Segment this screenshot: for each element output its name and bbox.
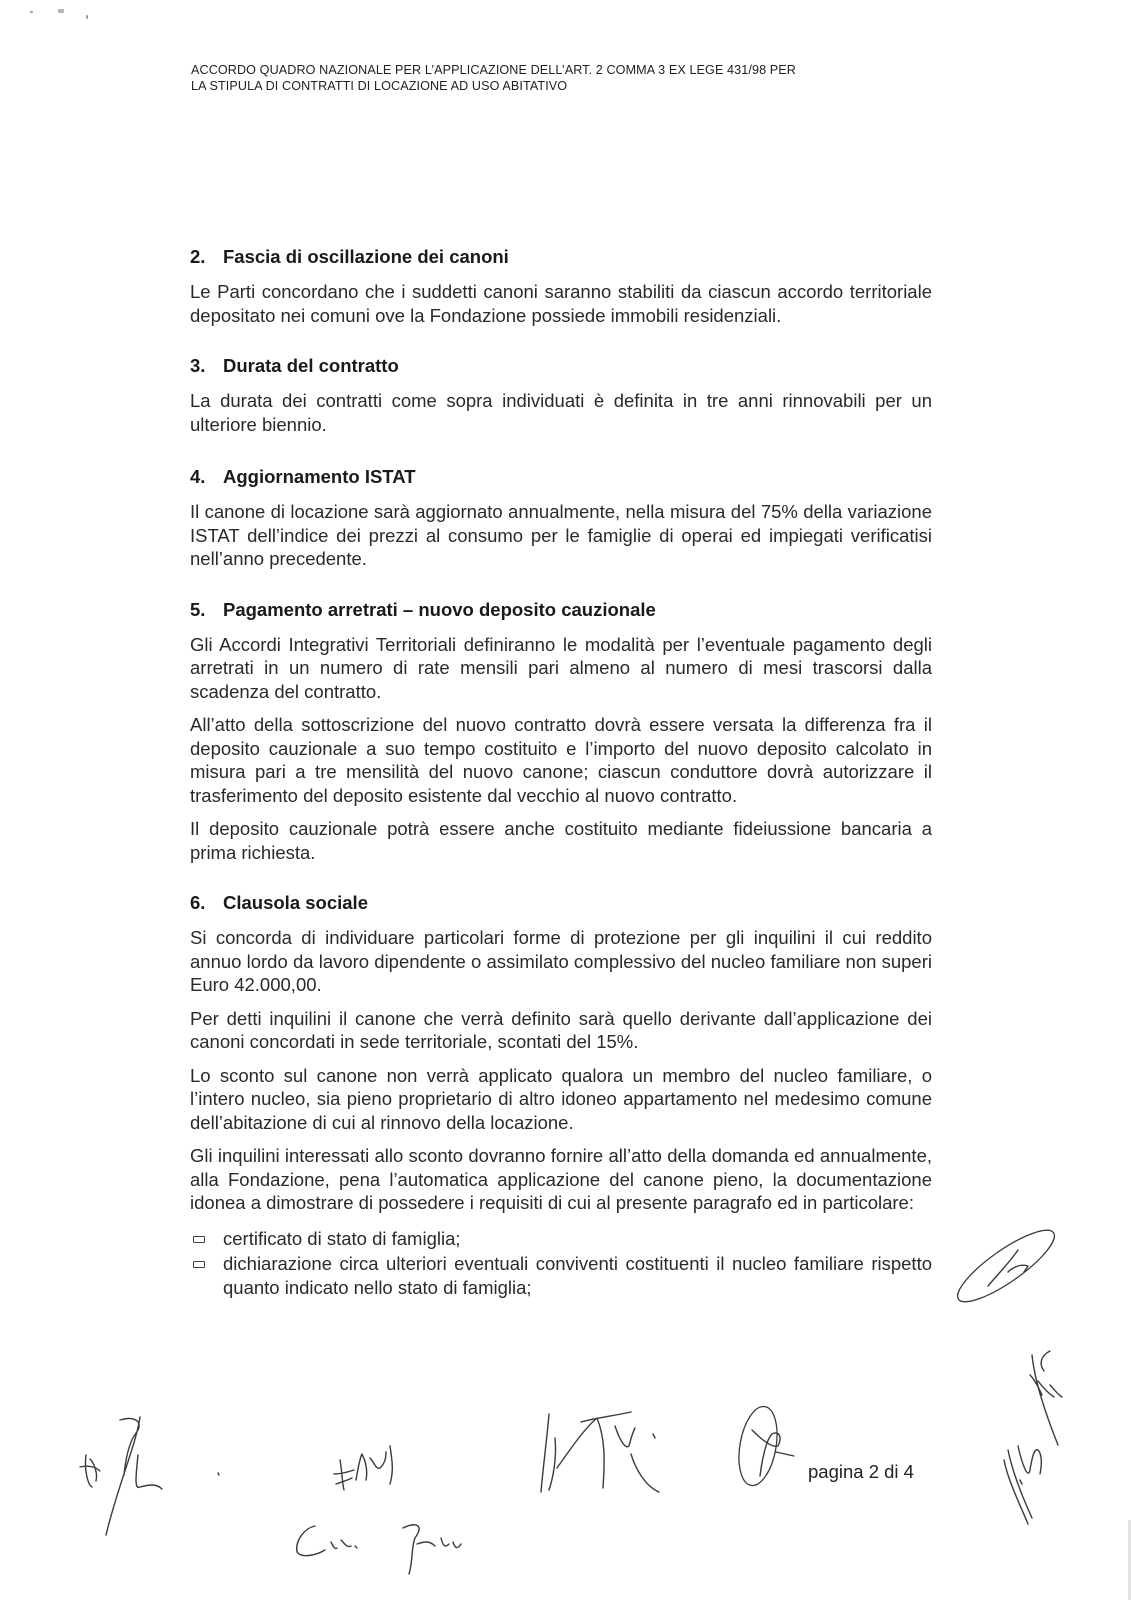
header-line-2: LA STIPULA DI CONTRATTI DI LOCAZIONE AD USO ABITATIVO bbox=[191, 79, 568, 93]
paragraph: Gli Accordi Integrativi Territoriali definiranno le modalità per l’eventuale pagamento degli arretrati in un numero di rate mensili pari almeno al numero di mesi trascorsi dalla scadenza del contratto. bbox=[190, 633, 932, 702]
section-title: Pagamento arretrati – nuovo deposito cauzionale bbox=[223, 598, 656, 620]
signature-1-icon bbox=[78, 1415, 228, 1550]
section-heading bbox=[190, 892, 932, 914]
section-number: 6. bbox=[190, 892, 206, 913]
list-item bbox=[190, 1227, 932, 1251]
paragraph: Per detti inquilini il canone che verrà definito sarà quello derivante dall’applicazione dei canoni concordati in sede territoriale, scontati del 15%. bbox=[190, 1007, 932, 1052]
paragraph: All’atto della sottoscrizione del nuovo contratto dovrà essere versata la differenza fra il deposito cauzionale a suo tempo costituito e l’importo del nuovo deposito calcolato in misura pari a tre mensilità del nuovo canone; ciascun conduttore dovrà autorizzare il trasferimento del deposito esistente dal vecchio al nuovo contratto. bbox=[190, 714, 932, 806]
signature-2-icon bbox=[330, 1440, 450, 1505]
paragraph: Gli inquilini interessati allo sconto dovranno fornire all’atto della domanda ed annualmente, alla Fondazione, pena l’automatica applicazione del canone pieno, la documentazione idonea a dimostrare di possedere i requisiti di cui al presente paragrafo ed in particolare: bbox=[190, 1145, 932, 1213]
section-5 bbox=[190, 599, 932, 865]
section-number: 4. bbox=[190, 466, 206, 487]
header-line-1: ACCORDO QUADRO NAZIONALE PER L’APPLICAZIONE DELL’ART. 2 COMMA 3 EX LEGE 431/98 PER bbox=[191, 63, 796, 77]
paragraph: Lo sconto sul canone non verrà applicato qualora un membro del nucleo familiare, o l’intero nucleo, sia pieno proprietario di altro idoneo appartamento nel medesimo comune dell’abitazione di cui al rinnovo della locazione. bbox=[190, 1064, 932, 1133]
section-6 bbox=[190, 892, 932, 1299]
section-heading bbox=[190, 246, 932, 268]
section-number: 3. bbox=[190, 355, 206, 376]
section-2 bbox=[190, 246, 932, 327]
list-item bbox=[190, 1252, 932, 1299]
section-number: 5. bbox=[190, 598, 206, 620]
section-title: Aggiornamento ISTAT bbox=[223, 466, 416, 487]
section-number: 2. bbox=[190, 246, 206, 267]
paragraph: Il deposito cauzionale potrà essere anche costituito mediante fideiussione bancaria a prima richiesta. bbox=[190, 818, 932, 863]
section-heading bbox=[190, 466, 932, 488]
signature-5-icon bbox=[732, 1400, 812, 1495]
page-number: pagina 2 di 4 bbox=[808, 1461, 914, 1482]
list-item-text: certificato di stato di famiglia; bbox=[223, 1227, 461, 1249]
paragraph: La durata dei contratti come sopra individuati è definita in tre anni rinnovabili per un ulteriore biennio. bbox=[190, 390, 932, 435]
document-header bbox=[191, 62, 931, 94]
paragraph: Si concorda di individuare particolari forme di protezione per gli inquilini il cui reddito annuo lordo da lavoro dipendente o assimilato complessivo del nucleo familiare non superi Euro 42.000,00. bbox=[190, 927, 932, 995]
signature-3-icon bbox=[285, 1518, 465, 1583]
requirements-list bbox=[190, 1227, 932, 1300]
paragraph: Le Parti concordano che i suddetti canoni saranno stabiliti da ciascun accordo territoriale depositato nei comuni ove la Fondazione possiede immobili residenziali. bbox=[190, 281, 932, 326]
checkbox-bullet-icon bbox=[190, 1252, 223, 1299]
section-3 bbox=[190, 355, 932, 436]
paragraph: Il canone di locazione sarà aggiornato annualmente, nella misura del 75% della variazione ISTAT dell’indice dei prezzi al consumo per le famiglie di operai ed impiegati verificatisi nell’anno precedente. bbox=[190, 501, 932, 569]
section-heading bbox=[190, 355, 932, 377]
section-4 bbox=[190, 466, 932, 571]
section-heading bbox=[190, 599, 932, 621]
signature-8-icon bbox=[998, 1440, 1058, 1535]
signature-6-icon bbox=[958, 1228, 1068, 1313]
list-item-text: dichiarazione circa ulteriori eventuali conviventi costituenti il nucleo familiare rispetto quanto indicato nello stato di famiglia; bbox=[223, 1253, 932, 1298]
checkbox-bullet-icon bbox=[190, 1227, 223, 1251]
signature-4-icon bbox=[535, 1408, 685, 1503]
section-title: Clausola sociale bbox=[223, 892, 368, 913]
section-title: Fascia di oscillazione dei canoni bbox=[223, 246, 509, 267]
document-body bbox=[190, 246, 932, 1301]
section-title: Durata del contratto bbox=[223, 355, 399, 376]
